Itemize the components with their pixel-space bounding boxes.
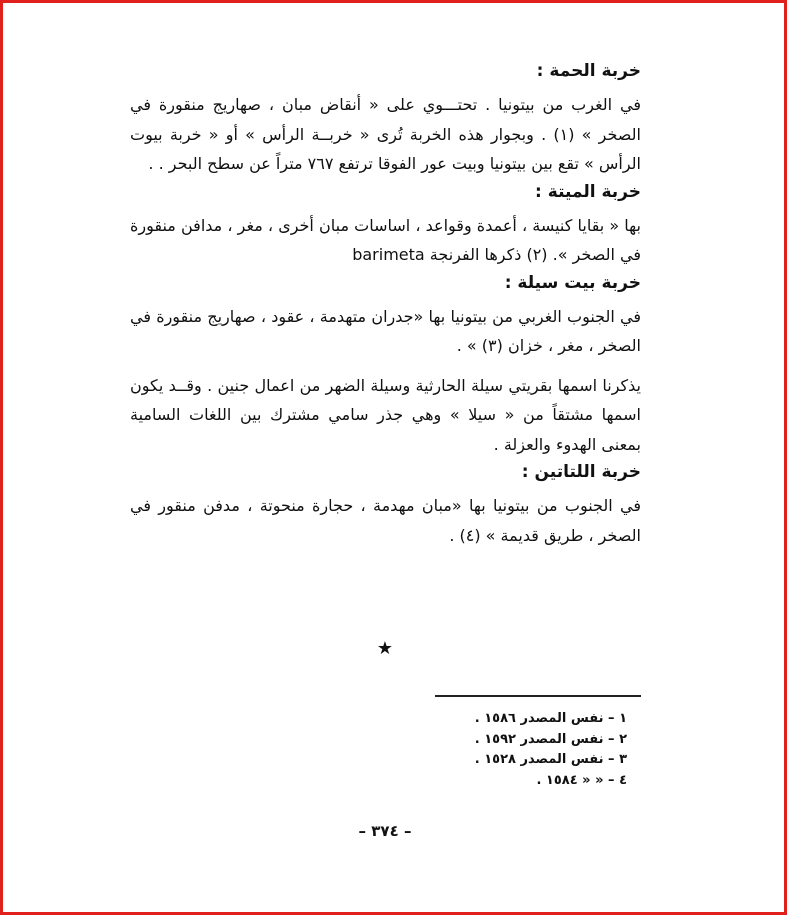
section-beit-sila — [130, 270, 641, 460]
section-paragraph: في الجنوب من بيتونيا بها «مبان مهدمة ، حجارة منحوتة ، مدفن منقور في الصخر ، طريق قديمة » (٤) . — [130, 496, 641, 545]
footnote-rule — [435, 695, 641, 697]
footnote-item: ٢ – نفس المصدر ١٥٩٢ . — [474, 731, 627, 747]
section-paragraph: بها « بقايا كنيسة ، أعمدة وقواعد ، اساسات مبان أخرى ، مغر ، مدافن منقورة في الصخر ». (٢) ذكرها الفرنجة barimeta — [130, 215, 641, 264]
separator-star-icon: ★ — [376, 638, 394, 659]
section-heading: خربة بيت سيلة : — [504, 272, 641, 293]
section-heading: خربة اللتاتين : — [521, 462, 641, 482]
section-latatin — [130, 459, 641, 550]
footnote-item: ٣ – نفس المصدر ١٥٢٨ . — [474, 752, 627, 767]
section-paragraph: يذكرنا اسمها بقريتي سيلة الحارثية وسيلة الضهر من اعمال جنين . وقــد يكون اسمها مشتقاً من « سيلا » وهي جذر سامي مشترك بين اللغات السامية بمعنى الهدوء والعزلة . — [130, 375, 641, 454]
section-mita — [130, 179, 641, 270]
footnote-item: ٤ – « « ١٥٨٤ . — [536, 772, 627, 788]
section-paragraph: في الجنوب الغربي من بيتونيا بها «جدران متهدمة ، عقود ، صهاريج منقورة في الصخر ، مغر ، خزان (٣) » . — [130, 306, 641, 355]
section-hamma — [130, 58, 641, 179]
document-body — [130, 58, 641, 550]
footnote-item: ١ – نفس المصدر ١٥٨٦ . — [474, 711, 627, 726]
section-heading: خربة الميتة : — [535, 181, 641, 202]
footnotes — [435, 709, 627, 791]
page-number: – ٣٧٤ – — [358, 822, 412, 840]
section-heading: خربة الحمة : — [536, 61, 641, 81]
section-paragraph: في الغرب من بيتونيا . تحتـــوي على « أنقاض مبان ، صهاريج منقورة في الصخر » (١) . وبجوار هذه الخربة تُرى « خربــة الرأس » أو « خربة بيوت الرأس » تقع بين بيتونيا وبيت عور الفوقا ترتفع ٧٦٧ متراً عن سطح البحر . . — [130, 95, 641, 173]
